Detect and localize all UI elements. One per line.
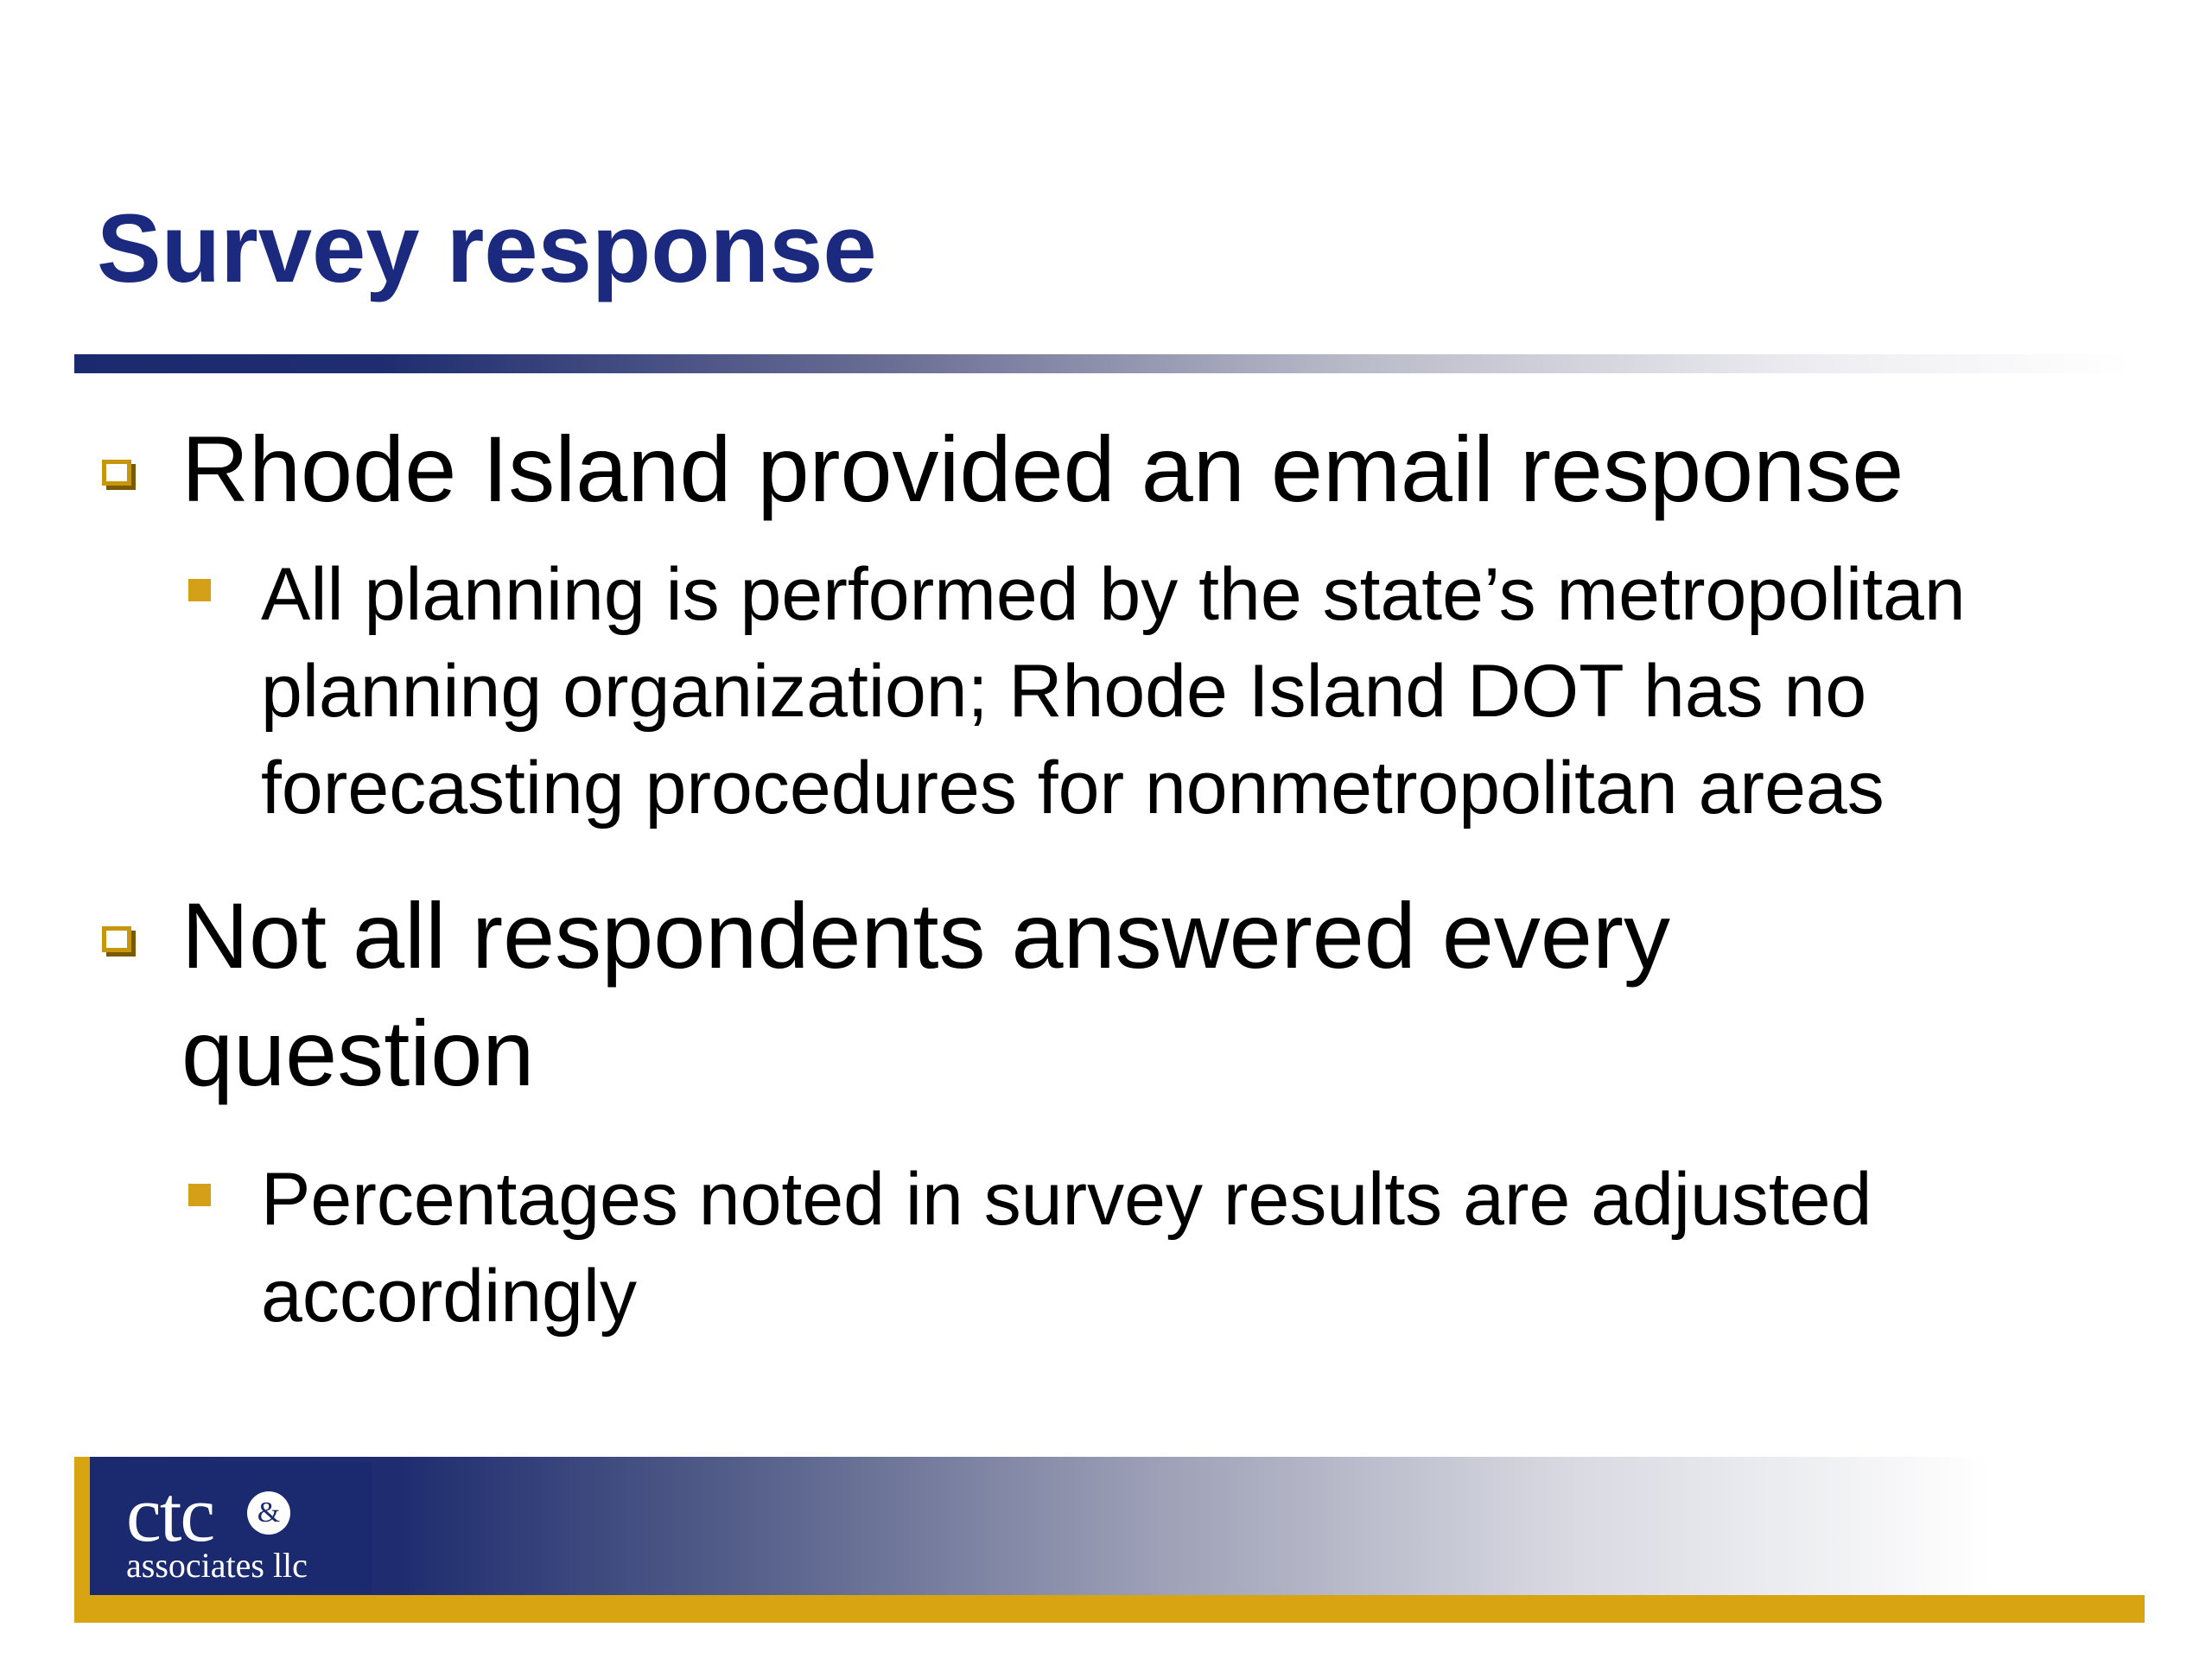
bullet-2-line-2: question bbox=[181, 1001, 535, 1105]
logo-ampersand-icon: & bbox=[247, 1491, 290, 1535]
sub-bullet-square-icon bbox=[188, 1184, 211, 1206]
bullet-2-sub-1-line-1: Percentages noted in survey results are adjusted bbox=[261, 1158, 1872, 1241]
bullet-box-icon bbox=[102, 926, 131, 952]
bullet-1-sub-1 bbox=[261, 546, 2145, 836]
logo-wordmark: ctc bbox=[126, 1470, 214, 1558]
bullet-2-sub-1-line-2: accordingly bbox=[261, 1255, 637, 1338]
footer-gradient-band bbox=[90, 1457, 2155, 1595]
bullet-1 bbox=[181, 410, 2082, 528]
bullet-2-sub-1 bbox=[261, 1151, 2145, 1344]
bullet-1-sub-1-line-3: forecasting procedures for nonmetropolitan areas bbox=[261, 747, 1885, 830]
bullet-1-sub-1-line-2: planning organization; Rhode Island DOT has no bbox=[261, 650, 1867, 733]
sub-bullet-square-icon bbox=[188, 579, 211, 601]
bullet-1-sub-1-line-1: All planning is performed by the state’s metropolitan bbox=[261, 553, 1966, 636]
company-logo bbox=[102, 1462, 372, 1593]
bullet-box-icon bbox=[102, 460, 131, 486]
bullet-2 bbox=[181, 877, 2082, 1112]
logo-subtitle: associates llc bbox=[126, 1546, 308, 1585]
bullet-1-text: Rhode Island provided an email response bbox=[181, 416, 1904, 521]
slide-title: Survey response bbox=[97, 194, 877, 302]
title-underline-rule bbox=[74, 354, 2131, 373]
bullet-2-line-1: Not all respondents answered every bbox=[181, 883, 1670, 988]
